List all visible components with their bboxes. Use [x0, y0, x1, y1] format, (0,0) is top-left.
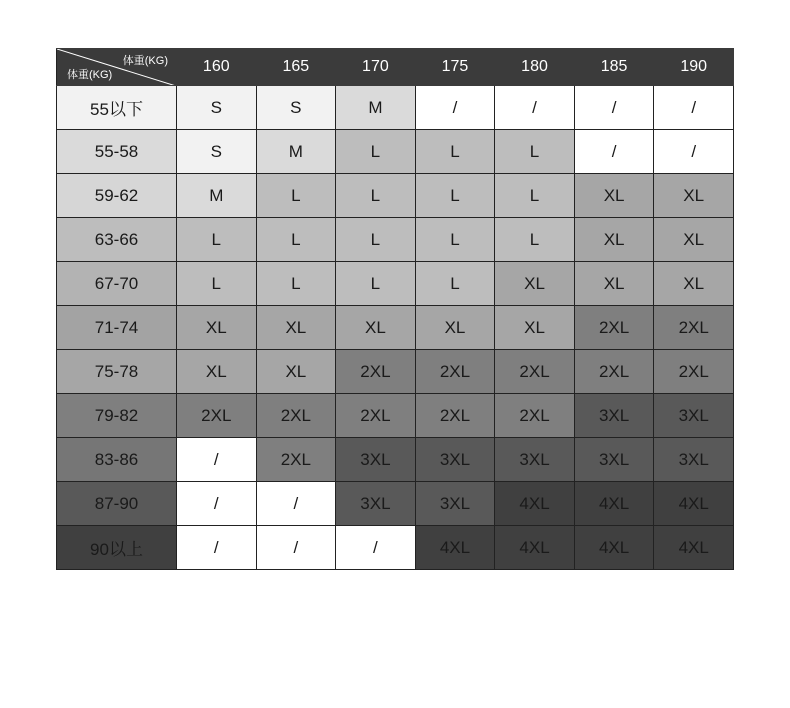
size-cell: XL [415, 306, 495, 350]
size-cell: 2XL [495, 350, 575, 394]
corner-cell [57, 49, 177, 86]
size-cell: XL [177, 350, 257, 394]
size-cell: XL [495, 262, 575, 306]
corner-top-label: 体重(KG) [122, 55, 168, 67]
size-cell: L [415, 218, 495, 262]
size-cell: L [495, 174, 575, 218]
size-cell: L [495, 130, 575, 174]
size-cell: L [415, 174, 495, 218]
size-cell: / [177, 526, 257, 570]
size-cell: XL [574, 218, 654, 262]
size-cell: / [177, 438, 257, 482]
row-weight-label: 59-62 [57, 174, 177, 218]
size-cell: XL [336, 306, 416, 350]
size-cell: 3XL [336, 482, 416, 526]
row-weight-label: 67-70 [57, 262, 177, 306]
table-row [57, 86, 734, 130]
size-cell: 2XL [574, 306, 654, 350]
size-cell: XL [654, 218, 734, 262]
size-cell: S [177, 130, 257, 174]
size-cell: S [256, 86, 336, 130]
table-row [57, 526, 734, 570]
row-weight-label: 79-82 [57, 394, 177, 438]
size-cell: 4XL [654, 526, 734, 570]
size-cell: 3XL [654, 438, 734, 482]
size-cell: L [415, 130, 495, 174]
size-cell: XL [574, 174, 654, 218]
size-cell: 4XL [654, 482, 734, 526]
corner-bottom-label: 体重(KG) [67, 69, 113, 81]
size-cell: XL [177, 306, 257, 350]
size-cell: 3XL [336, 438, 416, 482]
size-cell: / [177, 482, 257, 526]
size-cell: / [654, 86, 734, 130]
size-cell: / [256, 526, 336, 570]
size-cell: / [574, 130, 654, 174]
size-cell: 3XL [415, 438, 495, 482]
column-header: 190 [654, 49, 734, 86]
row-weight-label: 71-74 [57, 306, 177, 350]
size-cell: L [256, 262, 336, 306]
size-cell: 4XL [495, 526, 575, 570]
table-row [57, 174, 734, 218]
row-weight-label: 55以下 [57, 86, 177, 130]
column-header: 160 [177, 49, 257, 86]
size-cell: 2XL [336, 350, 416, 394]
size-cell: 3XL [574, 438, 654, 482]
size-cell: 3XL [415, 482, 495, 526]
size-cell: 2XL [495, 394, 575, 438]
size-cell: 2XL [574, 350, 654, 394]
size-cell: L [256, 218, 336, 262]
header-row [57, 49, 734, 86]
size-cell: XL [574, 262, 654, 306]
column-header: 175 [415, 49, 495, 86]
size-cell: M [256, 130, 336, 174]
size-cell: XL [654, 262, 734, 306]
size-cell: L [336, 174, 416, 218]
table-row [57, 130, 734, 174]
row-weight-label: 63-66 [57, 218, 177, 262]
size-cell: 2XL [256, 394, 336, 438]
size-cell: 3XL [574, 394, 654, 438]
size-cell: 4XL [574, 482, 654, 526]
size-cell: L [256, 174, 336, 218]
table-row [57, 394, 734, 438]
size-cell: S [177, 86, 257, 130]
size-cell: 3XL [495, 438, 575, 482]
table-row [57, 262, 734, 306]
row-weight-label: 83-86 [57, 438, 177, 482]
size-cell: L [177, 218, 257, 262]
size-cell: 2XL [654, 350, 734, 394]
size-cell: L [336, 218, 416, 262]
column-header: 170 [336, 49, 416, 86]
column-header: 185 [574, 49, 654, 86]
row-weight-label: 87-90 [57, 482, 177, 526]
size-cell: 4XL [415, 526, 495, 570]
size-cell: / [654, 130, 734, 174]
table-row [57, 306, 734, 350]
size-cell: XL [256, 350, 336, 394]
size-chart-table [56, 48, 734, 570]
size-cell: / [336, 526, 416, 570]
size-cell: L [415, 262, 495, 306]
size-cell: XL [495, 306, 575, 350]
column-header: 165 [256, 49, 336, 86]
size-cell: L [336, 262, 416, 306]
size-cell: / [495, 86, 575, 130]
size-cell: XL [256, 306, 336, 350]
size-cell: 3XL [654, 394, 734, 438]
table-row [57, 482, 734, 526]
table-row [57, 350, 734, 394]
size-cell: / [256, 482, 336, 526]
column-header: 180 [495, 49, 575, 86]
size-cell: XL [654, 174, 734, 218]
size-cell: 4XL [495, 482, 575, 526]
size-cell: 4XL [574, 526, 654, 570]
size-cell: L [495, 218, 575, 262]
size-cell: 2XL [256, 438, 336, 482]
table-body [57, 86, 734, 570]
size-cell: 2XL [415, 350, 495, 394]
size-cell: L [177, 262, 257, 306]
size-cell: M [336, 86, 416, 130]
row-weight-label: 75-78 [57, 350, 177, 394]
size-cell: 2XL [415, 394, 495, 438]
size-cell: 2XL [654, 306, 734, 350]
table-row [57, 218, 734, 262]
table-row [57, 438, 734, 482]
size-cell: / [574, 86, 654, 130]
row-weight-label: 90以上 [57, 526, 177, 570]
size-cell: M [177, 174, 257, 218]
size-cell: 2XL [336, 394, 416, 438]
row-weight-label: 55-58 [57, 130, 177, 174]
size-cell: / [415, 86, 495, 130]
size-cell: 2XL [177, 394, 257, 438]
size-cell: L [336, 130, 416, 174]
